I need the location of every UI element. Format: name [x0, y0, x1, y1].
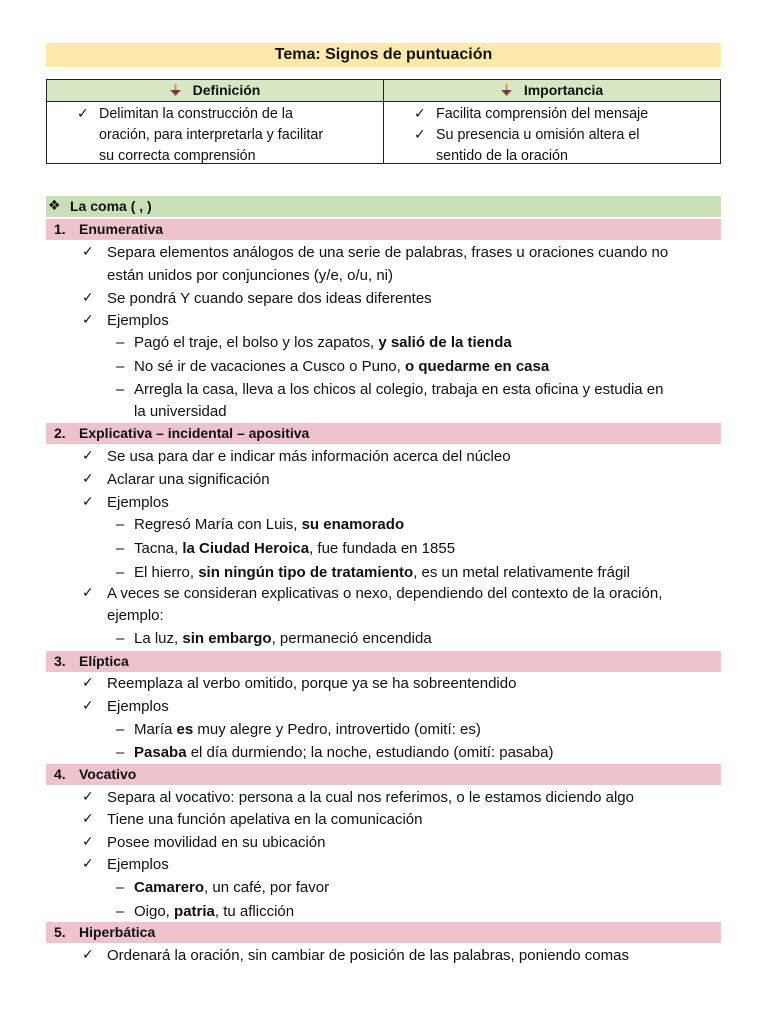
- example-highlight: o quedarme en casa: [404, 358, 550, 375]
- section-number: 2.: [54, 425, 66, 441]
- example-highlight: patria: [174, 903, 215, 920]
- check-icon: ✓: [82, 290, 94, 306]
- page-title: Tema: Signos de puntuación: [46, 43, 721, 67]
- example-text: [134, 876, 329, 899]
- item-text: Ejemplos: [107, 494, 169, 511]
- definition-importance-table: [46, 79, 721, 164]
- example-text-part: el día durmiendo; la noche, estudiando (omití: pasaba): [186, 744, 554, 761]
- definition-item: [77, 104, 379, 167]
- item-text: Posee movilidad en su ubicación: [107, 834, 326, 851]
- example-text: [134, 900, 294, 923]
- check-icon: ✓: [414, 106, 426, 122]
- dash-bullet: –: [116, 516, 125, 533]
- example-text-part: muy alegre y Pedro, introvertido (omití: es): [193, 721, 481, 738]
- dash-bullet: –: [116, 879, 125, 896]
- section-enumerativa: [46, 219, 721, 240]
- example-text-part: Oigo,: [134, 903, 175, 920]
- example-text-part: , tu aflicción: [214, 903, 295, 920]
- section-eliptica: [46, 651, 721, 672]
- example-highlight: es: [176, 721, 194, 738]
- down-arrow-icon: [170, 84, 181, 97]
- item-text: Se pondrá Y cuando separe dos ideas diferentes: [107, 290, 432, 307]
- example-text-part: , es un metal relativamente frágil: [413, 564, 630, 581]
- section-number: 5.: [54, 924, 66, 940]
- item-text: ejemplo:: [107, 607, 164, 624]
- item-text: Separa al vocativo: persona a la cual nos referimos, o le estamos diciendo algo: [107, 789, 634, 806]
- item-text: Ejemplos: [107, 856, 169, 873]
- definition-line: su correcta comprensión: [99, 148, 256, 164]
- dash-bullet: –: [116, 903, 125, 920]
- importance-line: Facilita comprensión del mensaje: [436, 106, 649, 122]
- section-title: Vocativo: [79, 766, 137, 782]
- item-text: están unidos por conjunciones (y/e, o/u, ni): [107, 267, 394, 284]
- item-text: Separa elementos análogos de una serie de palabras, frases u oraciones cuando no: [107, 244, 669, 261]
- example-text: [134, 561, 630, 584]
- item-text: Ejemplos: [107, 312, 169, 329]
- example-text: [134, 627, 432, 650]
- importance-item: [414, 125, 716, 167]
- section-title: Enumerativa: [79, 221, 164, 237]
- importance-header: [384, 80, 720, 102]
- dash-bullet: –: [116, 358, 125, 375]
- example-text-part: , fue fundada en 1855: [309, 540, 456, 557]
- definition-header: [47, 80, 383, 102]
- section-number: 3.: [54, 653, 66, 669]
- example-text: Arregla la casa, lleva a los chicos al colegio, trabaja en esta oficina y estudia en: [134, 381, 664, 398]
- check-icon: ✓: [77, 106, 89, 122]
- example-highlight: sin ningún tipo de tratamiento: [198, 564, 414, 581]
- example-highlight: y salió de la tienda: [378, 334, 512, 351]
- section-vocativo: [46, 764, 721, 785]
- example-highlight: la Ciudad Heroica: [182, 540, 310, 557]
- section-hiperbatica: [46, 922, 721, 943]
- section-number: 1.: [54, 221, 66, 237]
- importance-column: [383, 80, 720, 163]
- example-text: [134, 741, 553, 764]
- example-highlight: su enamorado: [301, 516, 405, 533]
- item-text: Ordenará la oración, sin cambiar de posición de las palabras, poniendo comas: [107, 947, 629, 964]
- item-text: Se usa para dar e indicar más información acerca del núcleo: [107, 448, 511, 465]
- dash-bullet: –: [116, 540, 125, 557]
- example-text-part: , permaneció encendida: [271, 630, 432, 647]
- example-text: [134, 513, 404, 536]
- example-text: [134, 355, 549, 378]
- example-text-part: No sé ir de vacaciones a Cusco o Puno,: [134, 358, 405, 375]
- example-text-part: Tacna,: [134, 540, 183, 557]
- section-title: Explicativa – incidental – apositiva: [79, 425, 310, 441]
- item-text: Reemplaza al verbo omitido, porque ya se ha sobreentendido: [107, 675, 517, 692]
- example-text-part: El hierro,: [134, 564, 199, 581]
- example-highlight: sin embargo: [182, 630, 272, 647]
- dash-bullet: –: [116, 381, 125, 398]
- example-text-part: María: [134, 721, 177, 738]
- dash-bullet: –: [116, 744, 125, 761]
- check-icon: ✓: [82, 789, 94, 805]
- definition-line: Delimitan la construcción de la: [99, 106, 293, 122]
- check-icon: ✓: [82, 811, 94, 827]
- dash-bullet: –: [116, 630, 125, 647]
- definition-body: [47, 102, 383, 167]
- check-icon: ✓: [82, 471, 94, 487]
- check-icon: ✓: [82, 312, 94, 328]
- check-icon: ✓: [82, 244, 94, 260]
- example-text-part: Regresó María con Luis,: [134, 516, 302, 533]
- definition-column: [47, 80, 383, 163]
- check-icon: ✓: [82, 947, 94, 963]
- example-highlight: Pasaba: [134, 744, 187, 761]
- example-text: [134, 537, 455, 560]
- check-icon: ✓: [414, 127, 426, 143]
- diamond-bullet-icon: ❖: [48, 198, 61, 214]
- example-text-part: La luz,: [134, 630, 183, 647]
- item-text: Ejemplos: [107, 698, 169, 715]
- importance-header-label: Importancia: [523, 82, 604, 98]
- definition-header-label: Definición: [192, 82, 261, 98]
- check-icon: ✓: [82, 448, 94, 464]
- dash-bullet: –: [116, 334, 125, 351]
- section-title: Elíptica: [79, 653, 129, 669]
- check-icon: ✓: [82, 585, 94, 601]
- check-icon: ✓: [82, 834, 94, 850]
- coma-heading: [46, 196, 721, 217]
- example-text-part: , un café, por favor: [204, 879, 330, 896]
- example-text: [134, 331, 512, 354]
- section-explicativa: [46, 423, 721, 444]
- check-icon: ✓: [82, 698, 94, 714]
- section-number: 4.: [54, 766, 66, 782]
- down-arrow-icon: [501, 84, 512, 97]
- check-icon: ✓: [82, 856, 94, 872]
- check-icon: ✓: [82, 494, 94, 510]
- item-text: Aclarar una significación: [107, 471, 270, 488]
- importance-line: sentido de la oración: [436, 148, 568, 164]
- example-highlight: Camarero: [134, 879, 205, 896]
- example-text: la universidad: [134, 403, 227, 420]
- definition-line: oración, para interpretarla y facilitar: [99, 127, 324, 143]
- coma-heading-label: La coma ( , ): [70, 198, 152, 214]
- check-icon: ✓: [82, 675, 94, 691]
- importance-item: [414, 104, 716, 125]
- dash-bullet: –: [116, 721, 125, 738]
- section-title: Hiperbática: [79, 924, 156, 940]
- dash-bullet: –: [116, 564, 125, 581]
- item-text: Tiene una función apelativa en la comunicación: [107, 811, 423, 828]
- example-text: [134, 718, 481, 741]
- importance-body: [384, 102, 720, 167]
- item-text: A veces se consideran explicativas o nexo, dependiendo del contexto de la oración,: [107, 585, 663, 602]
- example-text-part: Pagó el traje, el bolso y los zapatos,: [134, 334, 379, 351]
- importance-line: Su presencia u omisión altera el: [436, 127, 640, 143]
